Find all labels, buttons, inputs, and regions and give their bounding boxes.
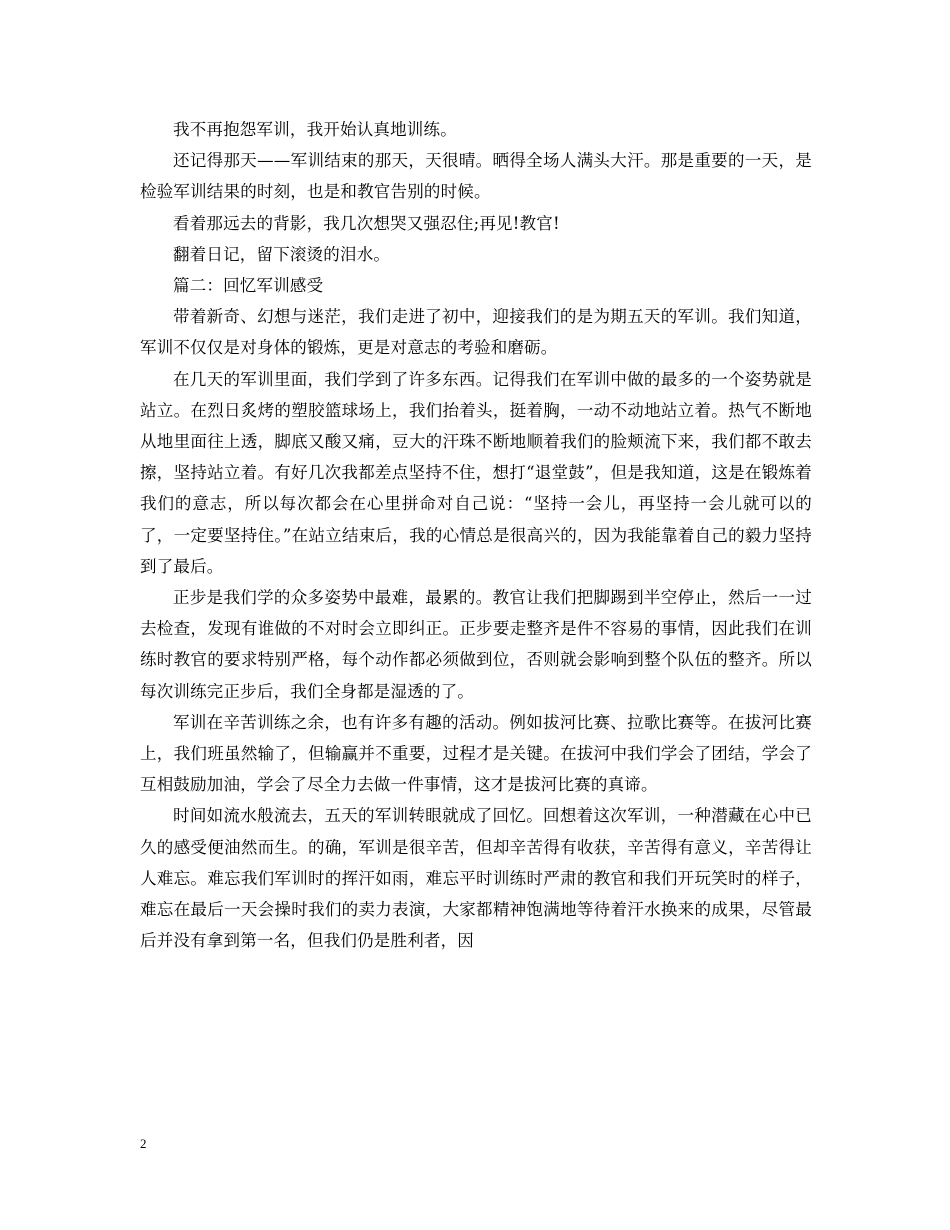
paragraph-4: 翻着日记，留下滚烫的泪水。	[173, 244, 391, 264]
paragraph-2: 还记得那天——军训结束的那天，天很晴。晒得全场人满头大汗。那是重要的一天，是检验军训结果的时刻，也是和教官告别的时候。	[140, 151, 812, 202]
paragraph-9: 军训在辛苦训练之余，也有许多有趣的活动。例如拔河比赛、拉歌比赛等。在拔河比赛上，我们班虽然输了，但输赢并不重要，过程才是关键。在拔河中我们学会了团结，学会了互相鼓励加油，学会了尽全力去做一件事情，这才是拔河比赛的真谛。	[140, 712, 812, 795]
paragraph-1: 我不再抱怨军训，我开始认真地训练。	[173, 120, 457, 139]
paragraph-6: 带着新奇、幻想与迷茫，我们走进了初中，迎接我们的是为期五天的军训。我们知道，军训不仅仅是对身体的锻炼，更是对意志的考验和磨砺。	[140, 307, 812, 358]
paragraph-3: 看着那远去的背影，我几次想哭又强忍住;再见!教官!	[173, 213, 560, 233]
paragraph-10: 时间如流水般流去，五天的军训转眼就成了回忆。回想着这次军训，一种潜藏在心中已久的感受便油然而生。的确，军训是很辛苦，但却辛苦得有收获，辛苦得有意义，辛苦得让人难忘。难忘我们军训时的挥汗如雨，难忘平时训练时严肃的教官和我们开玩笑时的样子，难忘在最后一天会操时我们的卖力表演，大家都精神饱满地等待着汗水换来的成果，尽管最后并没有拿到第一名，但我们仍是胜利者，因	[140, 806, 812, 951]
section-heading: 篇二：回忆军训感受	[173, 276, 324, 296]
paragraph-7: 在几天的军训里面，我们学到了许多东西。记得我们在军训中做的最多的一个姿势就是站立。在烈日炙烤的塑胶篮球场上，我们抬着头，挺着胸，一动不动地站立着。热气不断地从地里面往上透，脚底又酸又痛，豆大的汗珠不断地顺着我们的脸颊流下来，我们都不敢去擦，坚持站立着。有好几次我都差点坚持不住，想打“退堂鼓”，但是我知道，这是在锻炼着我们的意志，所以每次都会在心里拼命对自己说：“坚持一会儿，再坚持一会儿就可以的了，一定要坚持住。”在站立结束后，我的心情总是很高兴的，因为我能靠着自己的毅力坚持到了最后。	[140, 369, 812, 576]
document-body	[140, 114, 812, 956]
paragraph-8: 正步是我们学的众多姿势中最难，最累的。教官让我们把脚踢到半空停止，然后一一过去检查，发现有谁做的不对时会立即纠正。正步要走整齐是件不容易的事情，因此我们在训练时教官的要求特别严格，每个动作都必须做到位，否则就会影响到整个队伍的整齐。所以每次训练完正步后，我们全身都是湿透的了。	[140, 588, 812, 701]
page-number: 2	[140, 1136, 147, 1151]
